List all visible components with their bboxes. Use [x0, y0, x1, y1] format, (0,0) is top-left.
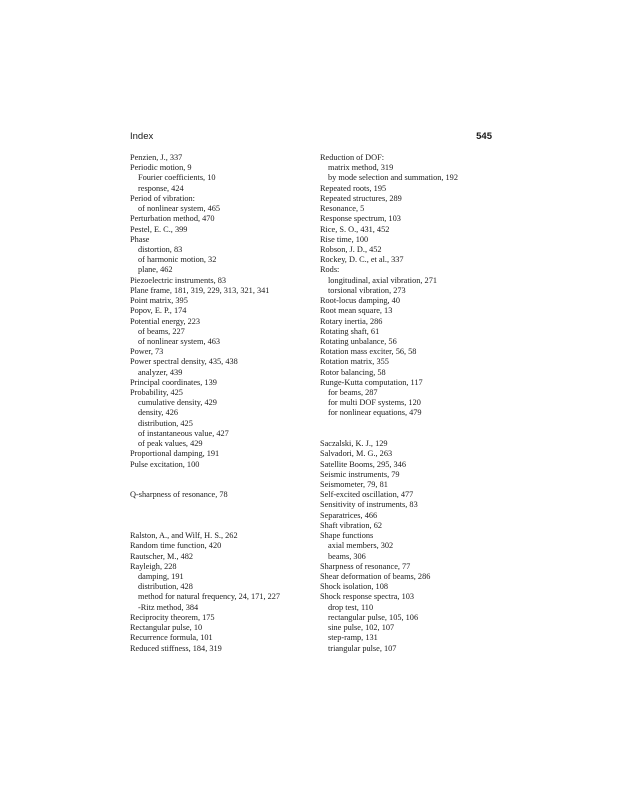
- index-entry: Root-locus damping, 40: [320, 296, 400, 306]
- index-entry: Random time function, 420: [130, 541, 222, 551]
- index-subentry: drop test, 110: [328, 602, 374, 612]
- index-entry: Response spectrum, 103: [320, 214, 401, 224]
- index-entry: Seismic instruments, 79: [320, 469, 400, 479]
- index-entry: Sensitivity of instruments, 83: [320, 500, 418, 510]
- index-gap: [130, 500, 320, 510]
- index-gap: [130, 511, 320, 521]
- index-subentry: response, 424: [138, 183, 184, 193]
- index-entry: Rautscher, M., 482: [130, 551, 194, 561]
- index-entry: Q-sharpness of resonance, 78: [130, 490, 228, 500]
- index-entry: Periodic motion, 9: [130, 163, 192, 173]
- index-entry: Self-excited oscillation, 477: [320, 490, 414, 500]
- index-subentry: step-ramp, 131: [328, 633, 378, 643]
- index-entry: Rectangular pulse, 10: [130, 623, 203, 633]
- index-entry: Repeated structures, 289: [320, 193, 402, 203]
- index-gap: [130, 480, 320, 490]
- index-entry: Robson, J. D., 452: [320, 244, 382, 254]
- index-entry: Saczalski, K. J., 129: [320, 439, 388, 449]
- index-entry: Principal coordinates, 139: [130, 377, 217, 387]
- index-entry: Probability, 425: [130, 388, 183, 398]
- index-entry: Penzien, J., 337: [130, 153, 183, 162]
- index-entry: Power spectral density, 435, 438: [130, 357, 238, 367]
- index-entry: Rotating shaft, 61: [320, 326, 380, 336]
- index-entry: Satellite Booms, 295, 346: [320, 459, 406, 469]
- index-subentry: of peak values, 429: [138, 439, 203, 449]
- index-subentry: damping, 191: [138, 571, 184, 581]
- index-entry: Ralston, A., and Wilf, H. S., 262: [130, 531, 238, 541]
- index-subentry: longitudinal, axial vibration, 271: [328, 275, 437, 285]
- index-subentry: rectangular pulse, 105, 106: [328, 612, 419, 622]
- index-entry: Runge-Kutta computation, 117: [320, 377, 423, 387]
- index-entry: Repeated roots, 195: [320, 183, 387, 193]
- index-entry: Perturbation method, 470: [130, 214, 215, 224]
- index-subentry: of nonlinear system, 465: [138, 204, 221, 214]
- index-entry: Reduced stiffness, 184, 319: [130, 643, 222, 653]
- index-entry: Reduction of DOF:: [320, 153, 385, 162]
- index-subentry: sine pulse, 102, 107: [328, 623, 395, 633]
- index-subentry: of instantaneous value, 427: [138, 428, 229, 438]
- index-subentry: axial members, 302: [328, 541, 394, 551]
- index-subentry: distribution, 425: [138, 418, 193, 428]
- index-entry: Point matrix, 395: [130, 296, 188, 306]
- index-entry: Pestel, E. C., 399: [130, 224, 188, 234]
- index-entry: Period of vibration:: [130, 193, 195, 203]
- index-entry: Shaft vibration, 62: [320, 520, 382, 530]
- index-subentry: beams, 306: [328, 551, 366, 561]
- index-subentry: for nonlinear equations, 479: [328, 408, 422, 418]
- running-head-title: Index: [130, 131, 154, 142]
- index-entry: Separatrices, 466: [320, 510, 378, 520]
- index-entry: Sharpness of resonance, 77: [320, 561, 411, 571]
- index-entry: Salvadori, M. G., 263: [320, 449, 393, 459]
- index-gap: [130, 470, 320, 480]
- index-gap: [320, 429, 520, 439]
- index-entry: Rotation matrix, 355: [320, 357, 389, 367]
- index-subentry: method for natural frequency, 24, 171, 227: [138, 592, 281, 602]
- index-entry: Recurrence formula, 101: [130, 633, 213, 643]
- index-subentry: for beams, 287: [328, 388, 378, 398]
- index-entry: Proportional damping, 191: [130, 449, 220, 459]
- index-subentry: of beams, 227: [138, 326, 185, 336]
- index-entry: Shock response spectra, 103: [320, 592, 415, 602]
- index-subentry: analyzer, 439: [138, 367, 183, 377]
- index-entry: Shear deformation of beams, 286: [320, 571, 431, 581]
- index-entry: Power, 73: [130, 347, 164, 357]
- index-entry: Plane frame, 181, 319, 229, 313, 321, 341: [130, 285, 270, 295]
- index-entry: Pulse excitation, 100: [130, 459, 200, 469]
- index-entry: Seismometer, 79, 81: [320, 480, 388, 489]
- page-number: 545: [476, 131, 492, 142]
- index-subentry: by mode selection and summation, 192: [328, 173, 458, 183]
- index-entry: Shock isolation, 108: [320, 582, 388, 592]
- index-entry: Shape functions: [320, 531, 374, 541]
- index-subentry: distribution, 428: [138, 582, 193, 592]
- index-entry: Root mean square, 13: [320, 306, 393, 316]
- index-entry: Popov, E. P., 174: [130, 306, 187, 316]
- page-header: [130, 131, 492, 145]
- index-entry: Rotor balancing, 58: [320, 367, 386, 377]
- index-subentry: Fourier coefficients, 10: [138, 173, 216, 183]
- index-subentry: distortion, 83: [138, 244, 183, 254]
- index-entry: Rotation mass exciter, 56, 58: [320, 347, 417, 357]
- index-entry: Rotary inertia, 286: [320, 316, 383, 326]
- index-subentry: plane, 462: [138, 265, 173, 275]
- index-gap: [320, 419, 520, 429]
- index-column-left: [130, 153, 320, 654]
- index-entry: Rise time, 100: [320, 234, 369, 244]
- index-entry: Rockey, D. C., et al., 337: [320, 255, 404, 265]
- index-entry: Reciprocity theorem, 175: [130, 612, 215, 622]
- index-entry: Rice, S. O., 431, 452: [320, 224, 390, 234]
- index-subentry: cumulative density, 429: [138, 398, 217, 408]
- index-subentry: triangular pulse, 107: [328, 643, 397, 653]
- index-subentry: of nonlinear system, 463: [138, 336, 221, 346]
- index-column-right: [320, 153, 520, 654]
- index-subentry: of harmonic motion, 32: [138, 255, 217, 265]
- index-subentry: matrix method, 319: [328, 163, 394, 173]
- index-entry: Phase: [130, 234, 150, 244]
- index-entry: Rods:: [320, 265, 340, 275]
- index-entry: Rotating unbalance, 56: [320, 336, 397, 346]
- index-subentry: -Ritz method, 384: [138, 602, 199, 612]
- index-subentry: for multi DOF systems, 120: [328, 398, 421, 408]
- index-entry: Rayleigh, 228: [130, 561, 177, 571]
- index-gap: [130, 521, 320, 531]
- index-entry: Resonance, 5: [320, 204, 365, 214]
- index-entry: Piezoelectric instruments, 83: [130, 275, 227, 285]
- index-subentry: torsional vibration, 273: [328, 285, 406, 295]
- index-entry: Potential energy, 223: [130, 316, 201, 326]
- index-subentry: density, 426: [138, 408, 179, 418]
